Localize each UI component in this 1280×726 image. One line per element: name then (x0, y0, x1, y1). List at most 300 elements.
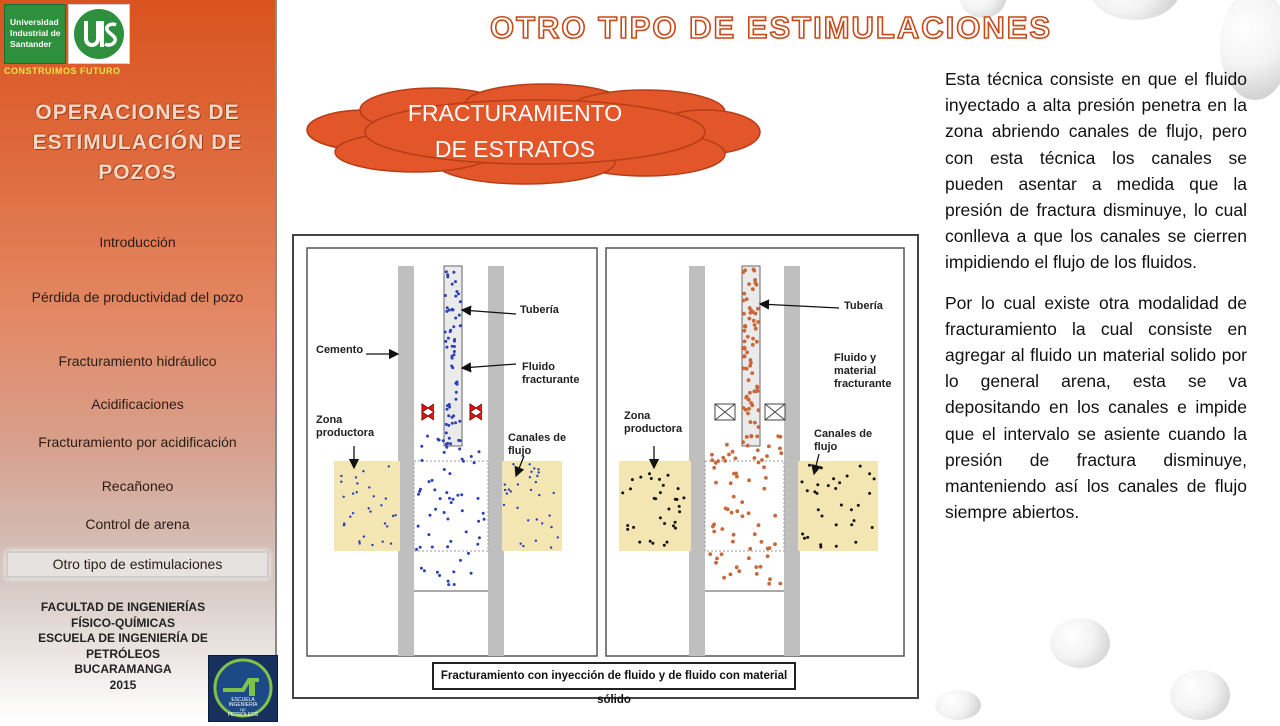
particle-dot (773, 514, 777, 518)
particle-dot (446, 306, 449, 309)
particle-dot (868, 472, 871, 475)
particle-dot (840, 504, 843, 507)
particle-dot (747, 407, 751, 411)
particle-dot (340, 481, 342, 483)
particle-dot (537, 468, 539, 470)
particle-dot (741, 440, 745, 444)
particle-dot (747, 378, 751, 382)
particle-dot (740, 500, 744, 504)
particle-dot (448, 403, 451, 406)
particle-dot (478, 536, 481, 539)
particle-dot (743, 346, 747, 350)
particle-dot (449, 540, 452, 543)
particle-dot (349, 516, 351, 518)
particle-dot (754, 327, 758, 331)
particle-dot (452, 414, 455, 417)
particle-dot (550, 526, 552, 528)
particle-dot (676, 498, 679, 501)
paragraph-1: Esta técnica consiste en que el fluido inyectado a alta presión penetra en la zona abriendo canales de flujo, pero con esta técnica los canales se pueden asentar a medida que la presión de fractura disminuye, lo cual conlleva a que los canales se cierren impidiendo el flujo de los fluidos. (945, 69, 1247, 273)
label-canales-right: Canales de flujo (814, 428, 873, 453)
particle-dot (470, 455, 473, 458)
particle-dot (816, 483, 819, 486)
particle-dot (751, 343, 755, 347)
particle-dot (753, 456, 757, 460)
label-fluido-left: Fluido fracturante (522, 361, 580, 386)
particle-dot (446, 545, 449, 548)
particle-dot (436, 571, 439, 574)
sidebar-item-recanoneo[interactable]: Recañoneo (101, 478, 174, 494)
particle-dot (868, 492, 871, 495)
particle-dot (419, 546, 422, 549)
particle-dot (745, 395, 749, 399)
particle-dot (778, 582, 782, 586)
particle-dot (343, 496, 345, 498)
particle-dot (803, 537, 806, 540)
particle-dot (813, 490, 816, 493)
particle-dot (473, 461, 476, 464)
particle-dot (522, 545, 524, 547)
particle-dot (663, 522, 666, 525)
particle-dot (629, 487, 632, 490)
particle-dot (755, 572, 759, 576)
particle-dot (356, 482, 358, 484)
particle-dot (388, 465, 390, 467)
particle-dot (678, 505, 681, 508)
particle-dot (420, 445, 423, 448)
particle-dot (459, 300, 462, 303)
particle-dot (747, 511, 751, 515)
particle-dot (434, 508, 437, 511)
particle-dot (454, 295, 457, 298)
particle-dot (765, 454, 769, 458)
particle-dot (734, 456, 738, 460)
particle-dot (428, 480, 431, 483)
particle-dot (748, 391, 752, 395)
particle-dot (651, 542, 654, 545)
particle-dot (820, 466, 823, 469)
particle-dot (340, 475, 342, 477)
particle-dot (626, 524, 629, 527)
particle-dot (453, 583, 456, 586)
uis-logo-icon (68, 4, 130, 64)
tagline: CONSTRUIMOS FUTURO (4, 66, 121, 76)
particle-dot (382, 541, 384, 543)
particle-dot (451, 422, 454, 425)
particle-dot (732, 472, 736, 476)
particle-dot (533, 467, 535, 469)
particle-dot (368, 486, 370, 488)
particle-dot (446, 273, 449, 276)
particle-dot (457, 439, 460, 442)
particle-dot (808, 464, 811, 467)
school-logo-line-4: PETRÓLEOS (227, 712, 259, 718)
particle-dot (871, 526, 874, 529)
sidebar-item-fracturamiento-hidraulico[interactable]: Fracturamiento hidráulico (58, 353, 217, 369)
particle-dot (873, 477, 876, 480)
particle-dot (444, 331, 447, 334)
particle-dot (755, 435, 759, 439)
school-logo-line-2: INGENIERÍA (228, 702, 258, 708)
particle-dot (746, 335, 750, 339)
decorative-bubble (1170, 670, 1230, 720)
particle-dot (516, 507, 518, 509)
particle-dot (653, 497, 656, 500)
particle-dot (508, 488, 510, 490)
particle-dot (442, 439, 445, 442)
particle-dot (632, 526, 635, 529)
particle-dot (729, 573, 733, 577)
particle-dot (529, 476, 531, 478)
particle-dot (631, 478, 634, 481)
particle-dot (368, 507, 370, 509)
particle-dot (447, 337, 450, 340)
particle-dot (371, 544, 373, 546)
particle-dot (536, 518, 538, 520)
particle-dot (477, 520, 480, 523)
particle-dot (747, 282, 751, 286)
particle-dot (438, 439, 441, 442)
particle-dot (755, 385, 759, 389)
particle-dot (678, 510, 681, 513)
particle-dot (834, 487, 837, 490)
paragraph-2: Por lo cual existe otra modalidad de fracturamiento la cual consiste en agregar al fluido un material solido por lo general arena, esta se va depositando en los canales e impide que el intervalo se asiente cuando la presión de fractura disminuye, manteniendo así los canales de flujo siempre abiertos. (945, 292, 1247, 523)
particle-dot (458, 420, 461, 423)
particle-dot (779, 451, 783, 455)
particle-dot (767, 444, 771, 448)
particle-dot (743, 329, 747, 333)
decorative-bubble (935, 690, 981, 720)
particle-dot (801, 533, 804, 536)
particle-dot (443, 511, 446, 514)
particle-dot (520, 543, 522, 545)
particle-dot (741, 299, 745, 303)
particle-dot (452, 570, 455, 573)
particle-dot (503, 504, 505, 506)
label-zona-left: Zona productora (316, 414, 375, 439)
particle-dot (677, 487, 680, 490)
particle-dot (757, 408, 761, 412)
particle-dot (732, 533, 736, 537)
particle-dot (431, 479, 434, 482)
petroleum-school-logo-icon (208, 655, 278, 722)
particle-dot (427, 533, 430, 536)
particle-dot (724, 507, 728, 511)
sidebar-item-perdida-productividad[interactable]: Pérdida de productividad del pozo (31, 289, 244, 305)
particle-dot (751, 337, 755, 341)
particle-dot (456, 494, 459, 497)
particle-dot (454, 280, 457, 283)
particle-dot (431, 546, 434, 549)
label-tuberia-left: Tubería (520, 304, 559, 316)
particle-dot (832, 477, 835, 480)
particle-dot (452, 325, 455, 328)
sidebar-item-control-arena[interactable]: Control de arena (85, 516, 190, 532)
particle-dot (443, 451, 446, 454)
particle-dot (557, 536, 559, 538)
particle-dot (729, 481, 733, 485)
particle-dot (711, 525, 715, 529)
particle-dot (720, 527, 724, 531)
particle-dot (710, 458, 714, 462)
particle-dot (757, 425, 761, 429)
particle-dot (747, 478, 751, 482)
particle-dot (445, 431, 448, 434)
particle-dot (445, 270, 448, 273)
particle-dot (369, 510, 371, 512)
particle-dot (766, 554, 770, 558)
particle-dot (768, 577, 772, 581)
particle-dot (553, 492, 555, 494)
particle-dot (454, 317, 457, 320)
particle-dot (753, 532, 757, 536)
particle-dot (446, 408, 449, 411)
decorative-bubble (1090, 0, 1180, 20)
particle-dot (447, 424, 450, 427)
school-logo-line-1: ESCUELA (231, 697, 255, 703)
particle-dot (662, 484, 665, 487)
particle-dot (741, 514, 745, 518)
page-title: OTRO TIPO DE ESTIMULACIONES (490, 10, 1053, 45)
particle-dot (420, 567, 423, 570)
particle-dot (755, 340, 759, 344)
particle-dot (731, 540, 735, 544)
particle-dot (392, 515, 394, 517)
particle-dot (666, 541, 669, 544)
particle-dot (355, 476, 357, 478)
particle-dot (467, 552, 470, 555)
particle-dot (535, 481, 537, 483)
particle-dot (745, 351, 749, 355)
sidebar-title: OPERACIONES DE ESTIMULACIÓN DE POZOS (32, 101, 243, 184)
particle-dot (454, 421, 457, 424)
particle-dot (751, 287, 755, 291)
particle-dot (448, 437, 451, 440)
particle-dot (449, 330, 452, 333)
particle-dot (850, 508, 853, 511)
particle-dot (390, 542, 392, 544)
particle-dot (838, 481, 841, 484)
particle-dot (737, 569, 741, 573)
particle-dot (445, 446, 448, 449)
particle-dot (663, 544, 666, 547)
particle-dot (712, 530, 716, 534)
particle-dot (626, 528, 629, 531)
particle-dot (470, 572, 473, 575)
description-text (945, 66, 1247, 539)
particle-dot (477, 497, 480, 500)
fracturing-diagram (292, 234, 919, 706)
particle-dot (741, 270, 745, 274)
particle-dot (456, 381, 459, 384)
particle-dot (743, 324, 747, 328)
particle-dot (708, 552, 712, 556)
particle-dot (476, 543, 479, 546)
particle-dot (462, 460, 465, 463)
faculty-footer: FACULTAD DE INGENIERÍAS FÍSICO-QUÍMICAS ESCUELA DE INGENIERÍA DE PETRÓLEOS BUCARAMANGA 2015 (38, 600, 208, 692)
logo-line-1: Universidad (10, 17, 59, 27)
particle-dot (385, 497, 387, 499)
particle-dot (767, 582, 771, 586)
particle-dot (417, 493, 420, 496)
particle-dot (756, 389, 760, 393)
particle-dot (535, 540, 537, 542)
particle-dot (658, 478, 661, 481)
particle-dot (362, 470, 364, 472)
particle-dot (806, 489, 809, 492)
particle-dot (835, 545, 838, 548)
particle-dot (753, 421, 757, 425)
particle-dot (363, 535, 365, 537)
sidebar (0, 0, 277, 720)
particle-dot (343, 522, 345, 524)
particle-dot (667, 508, 670, 511)
particle-dot (760, 540, 764, 544)
particle-dot (550, 546, 552, 548)
particle-dot (746, 444, 750, 448)
sidebar-item-fracturamiento-acidificacion[interactable]: Fracturamiento por acidificación (38, 434, 237, 450)
particle-dot (536, 475, 538, 477)
particle-dot (458, 448, 461, 451)
particle-dot (648, 472, 651, 475)
particle-dot (415, 548, 418, 551)
particle-dot (773, 542, 777, 546)
particle-dot (541, 522, 543, 524)
particle-dot (538, 471, 540, 473)
particle-dot (762, 465, 766, 469)
particle-dot (817, 508, 820, 511)
particle-dot (762, 487, 766, 491)
particle-dot (529, 463, 531, 465)
sidebar-item-acidificaciones[interactable]: Acidificaciones (91, 396, 184, 412)
particle-dot (417, 525, 420, 528)
particle-dot (455, 398, 458, 401)
particle-dot (725, 443, 729, 447)
label-canales-left: Canales de flujo (508, 432, 567, 457)
particle-dot (423, 569, 426, 572)
particle-dot (439, 497, 442, 500)
particle-dot (712, 466, 716, 470)
particle-dot (447, 583, 450, 586)
particle-dot (447, 580, 450, 583)
particle-dot (433, 488, 436, 491)
particle-dot (743, 354, 747, 358)
particle-dot (721, 456, 725, 460)
particle-dot (352, 512, 354, 514)
particle-dot (638, 541, 641, 544)
diagram-drawing (294, 236, 917, 697)
particle-dot (835, 523, 838, 526)
particle-dot (380, 504, 382, 506)
particle-dot (478, 450, 481, 453)
particle-dot (446, 518, 449, 521)
particle-dot (749, 420, 753, 424)
particle-dot (457, 292, 460, 295)
particle-dot (779, 435, 783, 439)
particle-dot (850, 523, 853, 526)
particle-dot (720, 552, 724, 556)
particle-dot (426, 435, 429, 438)
particle-dot (742, 312, 746, 316)
sidebar-item-otro-tipo[interactable]: Otro tipo de estimulaciones (6, 551, 269, 578)
particle-dot (504, 489, 506, 491)
particle-dot (453, 338, 456, 341)
university-logo (4, 4, 66, 64)
particle-dot (447, 414, 450, 417)
particle-dot (752, 390, 756, 394)
particle-dot (445, 346, 448, 349)
particle-dot (846, 475, 849, 478)
particle-dot (384, 522, 386, 524)
particle-dot (512, 463, 514, 465)
particle-dot (373, 495, 375, 497)
particle-dot (854, 541, 857, 544)
cloud-label: FRACTURAMIENTO DE ESTRATOS (407, 100, 623, 162)
particle-dot (445, 443, 448, 446)
sidebar-item-introduccion[interactable]: Introducción (99, 234, 176, 250)
particle-dot (735, 475, 739, 479)
particle-dot (801, 480, 804, 483)
particle-dot (443, 468, 446, 471)
particle-dot (756, 307, 760, 311)
particle-dot (459, 324, 462, 327)
particle-dot (465, 530, 468, 533)
particle-dot (510, 490, 512, 492)
particle-dot (458, 314, 461, 317)
particle-dot (429, 514, 432, 517)
particle-dot (735, 565, 739, 569)
particle-dot (756, 320, 760, 324)
particle-dot (731, 450, 735, 454)
particle-dot (358, 540, 360, 542)
particle-dot (755, 283, 759, 287)
particle-dot (445, 491, 448, 494)
particle-dot (750, 403, 754, 407)
particle-dot (527, 519, 529, 521)
particle-dot (853, 519, 856, 522)
particle-dot (710, 453, 714, 457)
particle-dot (722, 576, 726, 580)
particle-dot (806, 536, 809, 539)
particle-dot (730, 511, 734, 515)
particle-dot (386, 525, 388, 527)
particle-dot (461, 509, 464, 512)
school-logo-line-3: DE (240, 707, 246, 712)
particle-dot (747, 556, 751, 560)
particle-dot (659, 491, 662, 494)
particle-dot (667, 474, 670, 477)
particle-dot (450, 501, 453, 504)
figure-caption: Fracturamiento con inyección de fluido y de fluido con material sólido (432, 662, 796, 690)
particle-dot (621, 491, 624, 494)
particle-dot (453, 345, 456, 348)
particle-dot (745, 435, 749, 439)
particle-dot (743, 340, 747, 344)
particle-dot (742, 292, 746, 296)
particle-dot (451, 283, 454, 286)
particle-dot (672, 524, 675, 527)
logo-line-3: Santander (10, 39, 52, 49)
particle-dot (674, 521, 677, 524)
particle-dot (821, 515, 824, 518)
particle-dot (757, 461, 761, 465)
particle-dot (752, 319, 756, 323)
label-tuberia-right: Tubería (844, 300, 883, 312)
particle-dot (451, 355, 454, 358)
particle-dot (732, 495, 736, 499)
particle-dot (749, 358, 753, 362)
particle-dot (752, 269, 756, 273)
particle-dot (819, 546, 822, 549)
